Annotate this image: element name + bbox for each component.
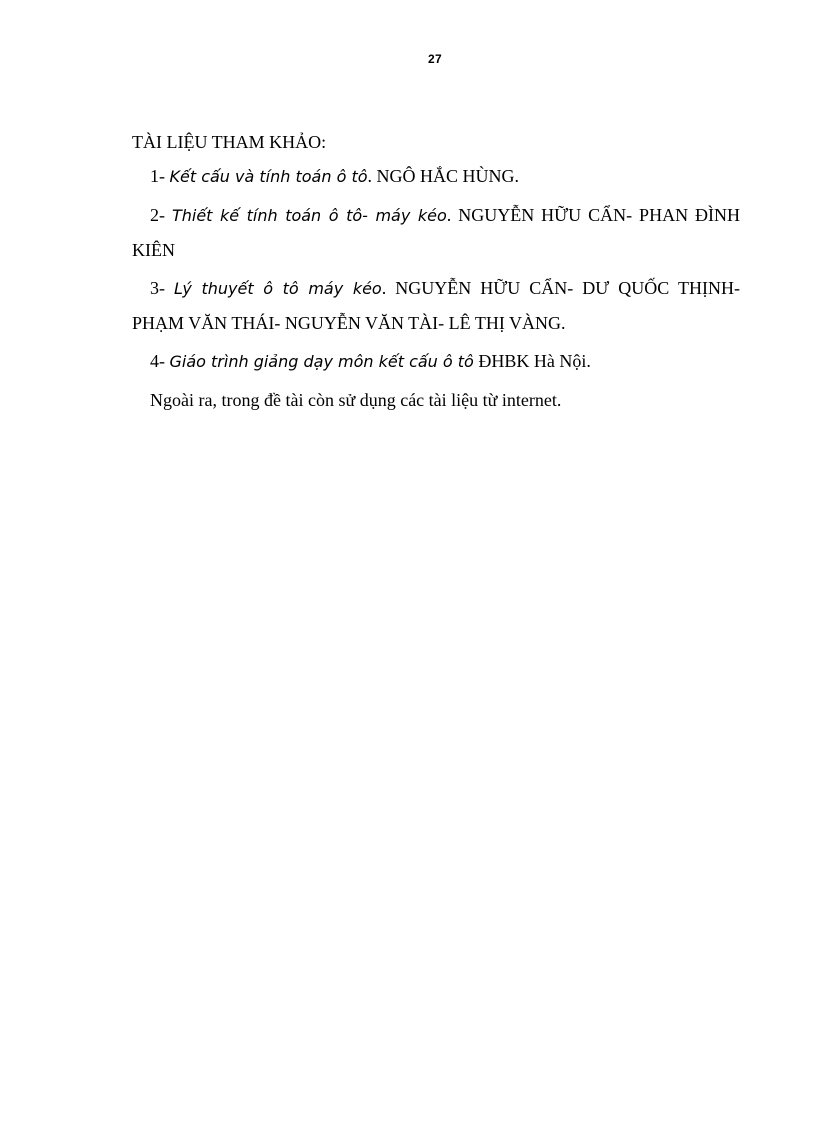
reference-item-2 — [132, 198, 740, 267]
reference-title: Thiết kế tính toán ô tô- máy kéo — [171, 206, 447, 225]
reference-authors: . NGUYỄN HỮU CẨN- PHAN ĐÌNH KIÊN — [132, 205, 741, 260]
references-heading: TÀI LIỆU THAM KHẢO: — [132, 132, 327, 152]
reference-title: Giáo trình giảng dạy môn kết cấu ô tô — [169, 352, 474, 371]
references-note: Ngoài ra, trong đề tài còn sử dụng các tài liệu từ internet. — [150, 390, 562, 410]
reference-title: Kết cấu và tính toán ô tô — [169, 167, 368, 186]
reference-number: 2- — [150, 205, 165, 225]
reference-number: 3- — [150, 278, 165, 298]
reference-number: 1- — [150, 166, 165, 186]
references-section — [132, 129, 740, 417]
reference-item-4 — [132, 344, 740, 379]
reference-authors: . NGÔ HẮC HÙNG. — [367, 166, 519, 186]
page-number: 27 — [428, 52, 442, 66]
reference-number: 4- — [150, 351, 165, 371]
reference-title: Lý thuyết ô tô máy kéo — [174, 279, 382, 298]
reference-item-1 — [132, 159, 740, 194]
reference-authors: ĐHBK Hà Nội. — [473, 351, 591, 371]
reference-authors: . NGUYỄN HỮU CẨN- DƯ QUỐC THỊNH- PHẠM VĂN THÁI- NGUYỄN VĂN TÀI- LÊ THỊ VÀNG. — [132, 278, 741, 333]
reference-item-3 — [132, 271, 740, 340]
